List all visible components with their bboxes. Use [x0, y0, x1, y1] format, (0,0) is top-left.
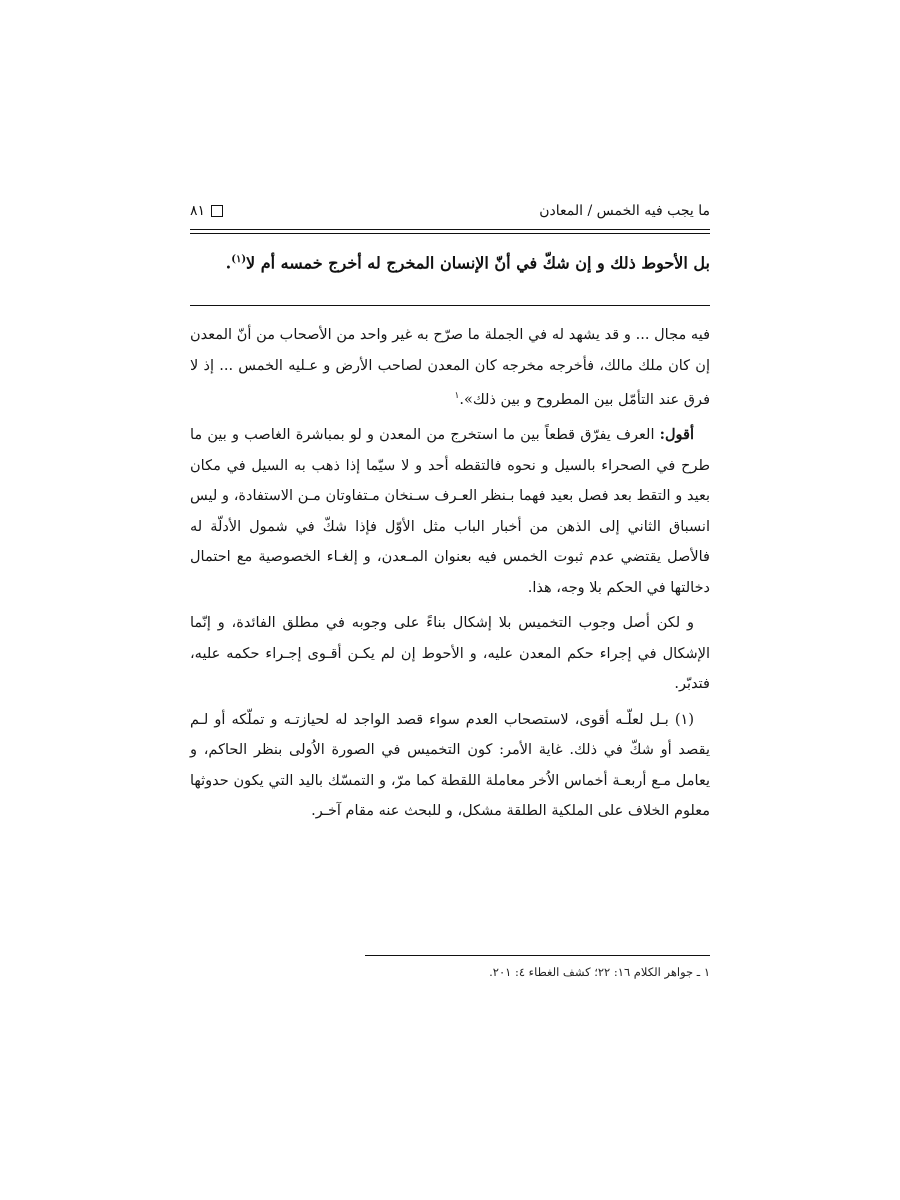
commentary-paragraph-1 [190, 320, 710, 415]
commentary-paragraph-3 [190, 608, 710, 700]
paragraph-2-text: العرف يفرّق قطعاً بين ما استخرج من المعدن و لو بمباشرة الغاصب و بين ما طرح في الصحراء بالسيل و نحوه فالتقطه أحد و لا سيّما إذا ذهب به السيل في مكان بعيد و التقط بعد فصل بعيد فهما بـنظر العـرف سـنخان مـتفاوتان مـن الاستفادة، و ليس انسباق الثاني إلى الذهن من أخبار الباب مثل الأوّل فإذا شكّ في شمول الأدلّة له فالأصل يقتضي عدم ثبوت الخمس فيه بعنوان المـعدن، و إلغـاء الخصوصية مع احتمال دخالتها في الحكم بلا وجه، هذا. [190, 427, 710, 596]
commentary-paragraph-2 [190, 420, 710, 603]
paragraph-2-lead: أقول: [659, 426, 694, 444]
paragraph-1-text: فيه مجال ... و قد يشهد له في الجملة ما صرّح به غير واحد من الأصحاب من أنّ المعدن إن كان ملك مالك، فأخرجه مخرجه كان المعدن لصاحب الأرض و عـليه الخمس ... إذ لا فرق عند التأمّل بين المطروح و بين ذلك». [190, 327, 710, 408]
paragraph-4-text: (١) بـل لعلّـه أقوى، لاستصحاب العدم سواء قصد الواجد له لحيازتـه و تملّكه أو لـم يقصد أو شكّ في ذلك. غاية الأمر: كون التخميس في الصورة الاُولى بنظر الحاكم، و يعامل مـع أربعـة أخماس الاُخر معاملة اللقطة كما مرّ، و التمسّك باليد التي يكون حدوثها معلوم الخلاف على الملكية الطلقة مشكل، و للبحث عنه مقام آخـر. [190, 711, 710, 820]
hollow-square-icon [211, 205, 223, 217]
page-number-group [190, 203, 223, 219]
running-title: ما يجب فيه الخمس / المعادن [539, 203, 710, 219]
header-rule-top [190, 229, 710, 230]
footnote: ١ ـ جواهر الكلام ١٦: ٢٢؛ كشف الغطاء ٤: ٢٠١. [489, 965, 710, 979]
main-text [190, 245, 710, 278]
section-divider [190, 305, 710, 306]
page-header [190, 203, 710, 225]
footnote-reference: ١ [454, 391, 460, 401]
paragraph-3-text: و لكن أصل وجوب التخميس بلا إشكال بناءً على وجوبه في مطلق الفائدة، و إنّما الإشكال في إجراء حكم المعدن عليه، و الأحوط إن لم يكـن أقـوى إجـراء حكمه عليه، فتدبّر. [190, 615, 710, 693]
main-text-period: . [225, 253, 232, 273]
footnote-rule [365, 955, 710, 956]
commentary-paragraph-4 [190, 705, 710, 827]
page-number: ٨١ [190, 203, 206, 219]
commentary [190, 320, 710, 827]
main-footnote-marker: (١) [231, 254, 247, 265]
main-text-body: بل الأحوط ذلك و إن شكّ في أنّ الإنسان المخرج له أخرج خمسه أم لا [246, 253, 710, 273]
header-rule-bottom [190, 233, 710, 234]
